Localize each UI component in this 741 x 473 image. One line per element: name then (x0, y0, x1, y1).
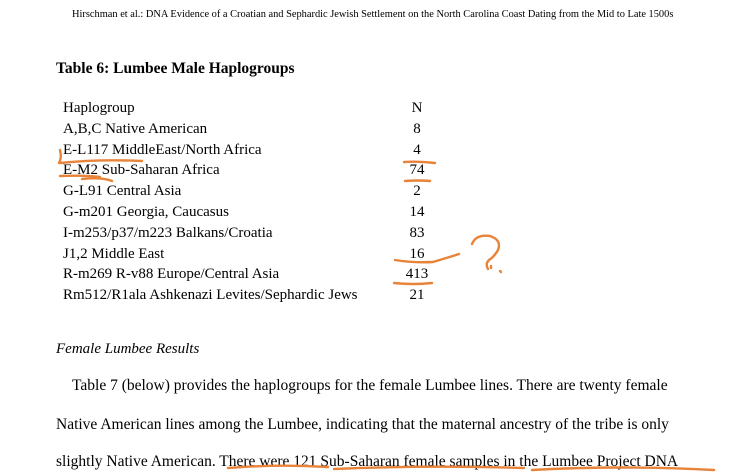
question-mark-scribble (472, 236, 499, 269)
haplogroup-cell: R-m269 R-v88 Europe/Central Asia (63, 266, 280, 283)
table-row (63, 202, 463, 223)
haplogroup-cell: A,B,C Native American (63, 120, 208, 137)
paragraph-line: Native American lines among the Lumbee, indicating that the maternal ancestry of the tribe is only (56, 416, 669, 433)
table-title: Table 6: Lumbee Male Haplogroups (56, 60, 295, 77)
count-cell: 14 (409, 203, 425, 220)
count-cell: 8 (413, 120, 421, 137)
table-row (63, 223, 463, 244)
count-cell: 413 (405, 266, 429, 283)
running-header: Hirschman et al.: DNA Evidence of a Croatian and Sephardic Jewish Settlement on the North Carolina Coast Dating from the Mid to Late 1500s (72, 9, 674, 20)
table-row (63, 181, 463, 202)
table-row (63, 285, 463, 306)
count-cell: 83 (409, 224, 425, 241)
table-row (63, 160, 463, 181)
haplogroup-cell: G-m201 Georgia, Caucasus (63, 203, 229, 220)
table-row (63, 140, 463, 161)
haplogroup-cell: I-m253/p37/m223 Balkans/Croatia (63, 224, 273, 241)
column-header-haplogroup: Haplogroup (63, 100, 135, 116)
underline-mark (59, 150, 61, 163)
haplogroup-cell: Rm512/R1ala Ashkenazi Levites/Sephardic Jews (63, 287, 358, 304)
stray-mark (500, 271, 501, 272)
count-cell: 4 (413, 141, 421, 158)
table-row (63, 264, 463, 285)
paragraph-line: Table 7 (below) provides the haplogroups for the female Lumbee lines. There are twenty female (72, 377, 668, 394)
haplogroup-cell: E-L117 MiddleEast/North Africa (63, 141, 262, 158)
haplogroup-cell: E-M2 Sub-Saharan Africa (63, 162, 220, 179)
section-heading: Female Lumbee Results (56, 341, 200, 357)
haplogroup-cell: G-L91 Central Asia (63, 183, 182, 200)
table-row (63, 244, 463, 265)
haplogroup-cell: J1,2 Middle East (63, 245, 165, 262)
count-cell: 74 (409, 162, 425, 179)
column-header-n: N (411, 100, 423, 116)
haplogroup-table (63, 98, 463, 306)
count-cell: 16 (409, 245, 425, 262)
count-cell: 2 (413, 183, 421, 200)
table-header-row (63, 98, 463, 119)
paragraph-line: slightly Native American. There were 121 Sub-Saharan female samples in the Lumbee Project DNA (56, 453, 679, 470)
count-cell: 21 (409, 287, 425, 304)
table-row (63, 119, 463, 140)
